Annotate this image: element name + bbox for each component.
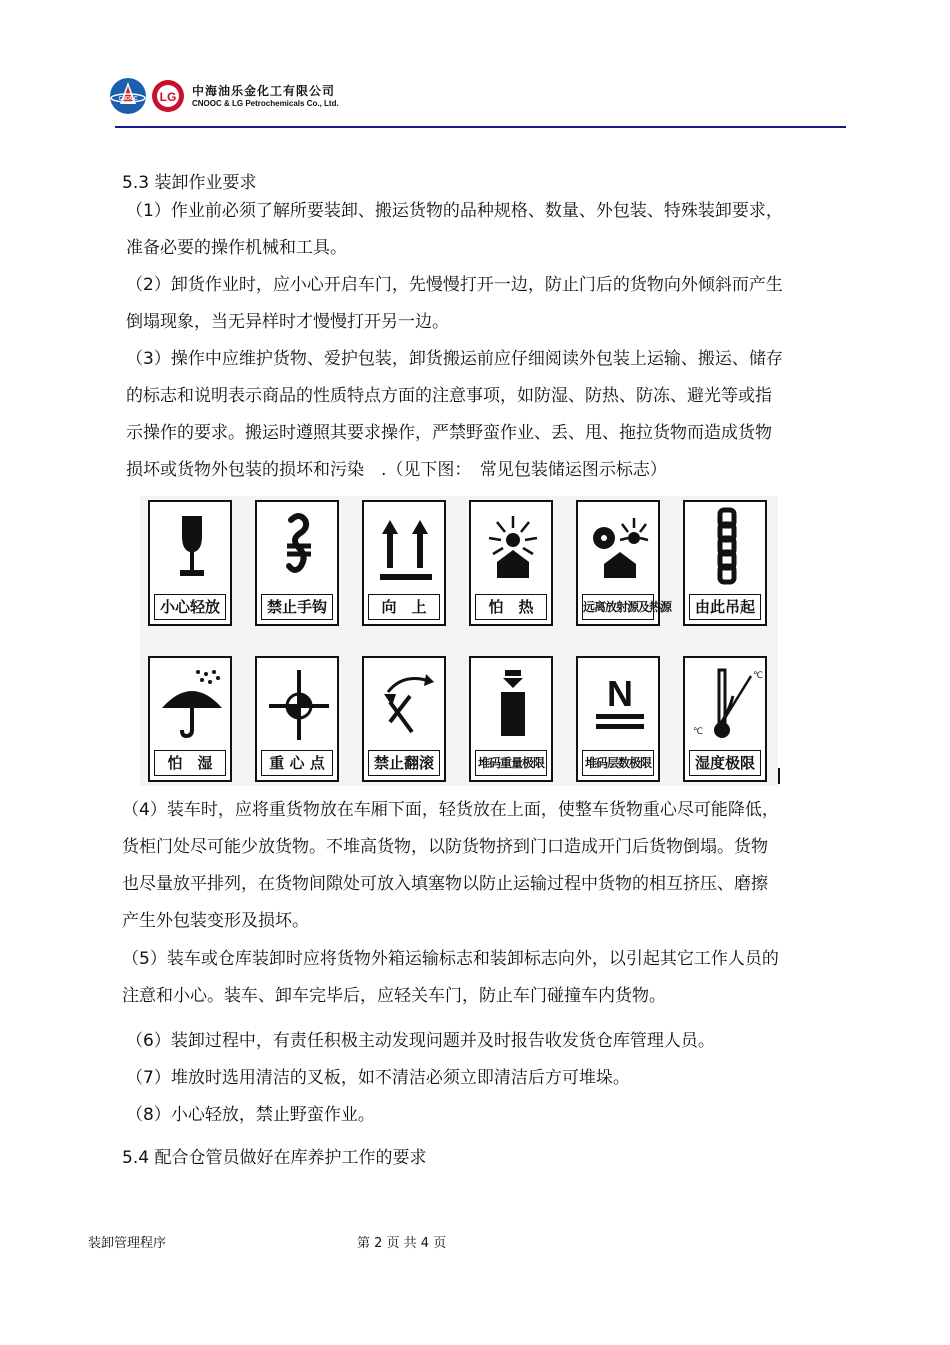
paragraph-6 <box>126 1023 816 1060</box>
sign-label: 怕 热 <box>475 594 547 620</box>
temp-mark-high: ℃ <box>753 671 764 681</box>
cnooc-logo-text: CNOOC <box>118 96 138 102</box>
sign-label: 禁止翻滚 <box>368 750 440 776</box>
sign-label: 禁止手钩 <box>261 594 333 620</box>
sign-fragile <box>148 500 232 626</box>
paragraph-line: 的标志和说明表示商品的性质特点方面的注意事项，如防湿、防热、防冻、避光等或指 <box>126 386 772 406</box>
header-rule <box>115 126 846 128</box>
sling-here-icon <box>689 506 765 592</box>
section-heading-5-3: 5.3 装卸作业要求 <box>122 173 257 193</box>
center-of-gravity-icon <box>261 662 337 748</box>
sign-keep-from-heat <box>469 500 553 626</box>
sign-label: 小心轻放 <box>154 594 226 620</box>
paragraph-line: （4）装车时，应将重货物放在车厢下面，轻货放在上面，使整车货物重心尽可能降低， <box>122 800 779 820</box>
paragraph-line: （3）操作中应维护货物、爱护包装，卸货搬运前应仔细阅读外包装上运输、搬运、储存 <box>126 349 783 369</box>
stacking-weight-limit-icon <box>475 662 551 748</box>
lg-logo <box>150 78 186 114</box>
paragraph-line: 注意和小心。装车、卸车完毕后，应轻关车门，防止车门碰撞车内货物。 <box>122 986 666 1006</box>
sign-label: 重 心 点 <box>261 750 333 776</box>
paragraph-line: （2）卸货作业时，应小心开启车门，先慢慢打开一边，防止门后的货物向外倾斜而产生 <box>126 275 783 295</box>
paragraph-5 <box>122 941 816 1015</box>
sign-label: 堆码层数极限 <box>582 750 654 776</box>
paragraph-line: （8）小心轻放，禁止野蛮作业。 <box>126 1105 375 1125</box>
sign-stacking-weight-limit <box>469 656 553 782</box>
sign-label: 湿度极限 <box>689 750 761 776</box>
no-hooks-icon <box>261 506 337 592</box>
paragraph-8 <box>126 1097 816 1134</box>
footer-document-name: 装卸管理程序 <box>88 1236 167 1251</box>
sign-this-way-up <box>362 500 446 626</box>
paragraph-3 <box>126 341 816 489</box>
paragraph-line: （5）装车或仓库装卸时应将货物外箱运输标志和装卸标志向外，以引起其它工作人员的 <box>122 949 779 969</box>
paragraph-line: 准备必要的操作机械和工具。 <box>126 238 347 258</box>
paragraph-line: 也尽量放平排列，在货物间隙处可放入填塞物以防止运输过程中货物的相互挤压、磨擦 <box>122 874 768 894</box>
stacking-layers-limit-icon <box>582 662 658 748</box>
company-name-cn: 中海油乐金化工有限公司 <box>192 84 336 98</box>
paragraph-line: （1）作业前必须了解所要装卸、搬运货物的品种规格、数量、外包装、特殊装卸要求， <box>126 201 783 221</box>
sign-label: 由此吊起 <box>689 594 761 620</box>
paragraph-2 <box>126 267 816 341</box>
sign-label: 向 上 <box>368 594 440 620</box>
do-not-roll-icon <box>368 662 444 748</box>
sign-center-of-gravity <box>255 656 339 782</box>
sign-sling-here <box>683 500 767 626</box>
paragraph-1 <box>126 193 816 267</box>
company-name-en: CNOOC & LG Petrochemicals Co., Ltd. <box>192 99 339 108</box>
storage-signs-figure <box>140 496 778 786</box>
paragraph-line: （6）装卸过程中，有责任积极主动发现问题并及时报告收发货仓库管理人员。 <box>126 1031 715 1051</box>
paragraph-4 <box>122 792 816 940</box>
paragraph-line: （7）堆放时选用清洁的叉板，如不清洁必须立即清洁后方可堆垛。 <box>126 1068 630 1088</box>
cnooc-logo <box>108 76 148 116</box>
paragraph-line: 示操作的要求。搬运时遵照其要求操作，严禁野蛮作业、丢、甩、拖拉货物而造成货物 <box>126 423 772 443</box>
sign-away-from-radiation <box>576 500 672 626</box>
this-way-up-icon <box>368 506 444 592</box>
paragraph-line: 产生外包装变形及损坏。 <box>122 911 309 931</box>
stacking-layers-letter: N <box>607 673 633 714</box>
fragile-glass-icon <box>154 506 230 592</box>
sign-label: 堆码重量极限 <box>475 750 547 776</box>
sign-stacking-layers-limit <box>576 656 660 782</box>
footer-page-number: 第 2 页 共 4 页 <box>357 1236 447 1251</box>
keep-dry-umbrella-icon <box>154 662 230 748</box>
away-from-radiation-icon <box>582 506 658 592</box>
temperature-limit-icon <box>689 662 765 748</box>
sign-keep-dry <box>148 656 232 782</box>
sign-temperature-limit <box>683 656 767 782</box>
temp-mark-low: ℃ <box>693 727 704 737</box>
paragraph-line: 货柜门处尽可能少放货物。不堆高货物，以防货物挤到门口造成开门后货物倒塌。货物 <box>122 837 768 857</box>
lg-logo-text: LG <box>159 90 177 104</box>
sign-no-hooks <box>255 500 339 626</box>
paragraph-line: 损坏或货物外包装的损坏和污染 .（见下图： 常见包装储运图示标志） <box>126 460 667 480</box>
text-cursor-mark <box>778 768 780 784</box>
paragraph-7 <box>126 1060 816 1097</box>
section-heading-5-4: 5.4 配合仓管员做好在库养护工作的要求 <box>122 1148 427 1168</box>
sign-label: 怕 湿 <box>154 750 226 776</box>
header-logos <box>108 74 368 120</box>
keep-from-heat-icon <box>475 506 551 592</box>
paragraph-line: 倒塌现象，当无异样时才慢慢打开另一边。 <box>126 312 449 332</box>
sign-label: 远离放射源及热源 <box>582 594 654 620</box>
sign-do-not-roll <box>362 656 446 782</box>
